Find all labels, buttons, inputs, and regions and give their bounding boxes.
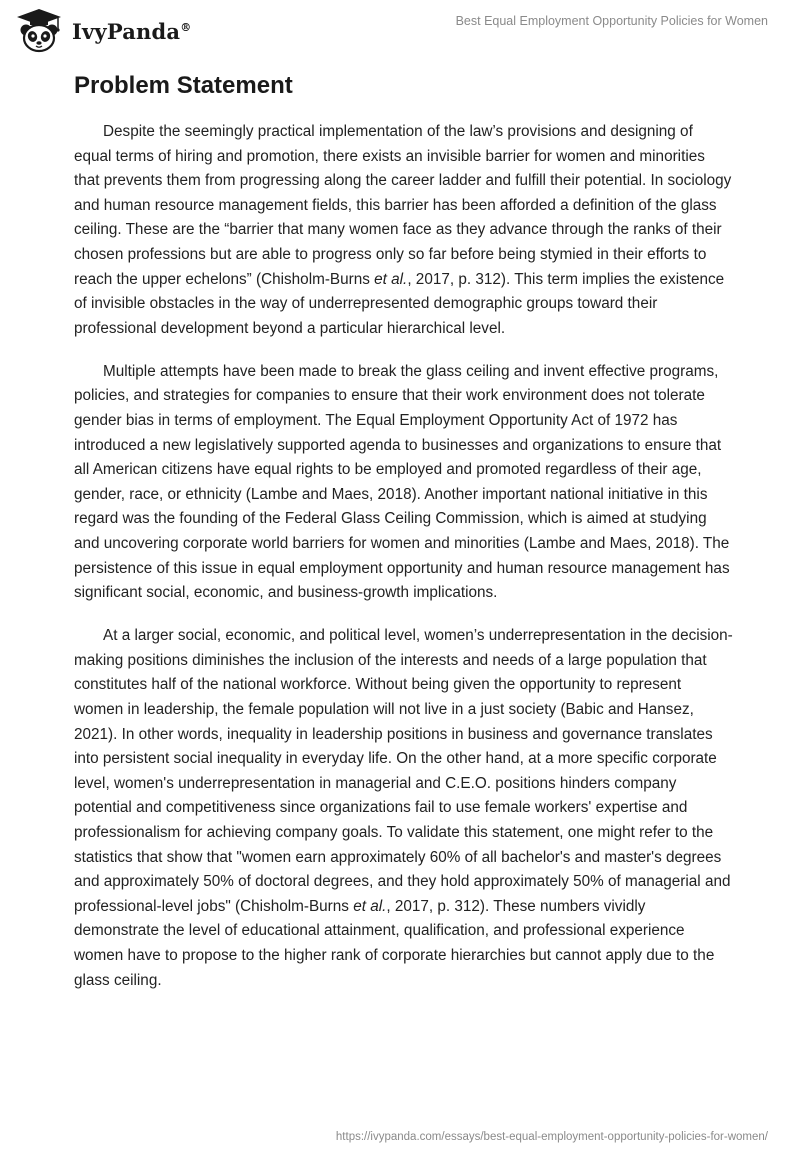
panda-graduation-cap-icon [14, 8, 64, 54]
paragraph [74, 360, 734, 606]
paragraph-text: , 2017, p. 312). These numbers vividly demonstrate the level of educational attainment, qualification, and professional experience women have to propose to the higher rank of corporate hierarchies but cannot apply due to the glass ceiling. [74, 897, 715, 989]
ivypanda-logo[interactable] [14, 8, 191, 54]
essay-content [74, 70, 734, 1012]
paragraph-text: Despite the seemingly practical implementation of the law’s provisions and designing of equal terms of hiring and promotion, there exists an invisible barrier for women and minorities that prevents them from progressing along the career ladder and fulfill their potential. In sociology and human resource management fields, this barrier has been afforded a definition of the glass ceiling. These are the “barrier that many women face as they advance through the ranks of their chosen professions but are able to progress only so far before being stymied in their efforts to reach the upper echelons” (Chisholm-Burns [74, 123, 732, 288]
paragraph [74, 120, 734, 341]
paragraph-text: Multiple attempts have been made to break the glass ceiling and invent effective programs, policies, and strategies for companies to ensure that their work environment does not tolerate gender bias in terms of employment. The Equal Employment Opportunity Act of 1972 has introduced a new legislatively supported agenda to businesses and organizations to ensure that all American citizens have equal rights to be employed and promoted regardless of their age, gender, race, or ethnicity (Lambe and Maes, 2018). Another important national initiative in this regard was the founding of the Federal Glass Ceiling Commission, which is aimed at studying and uncovering corporate world barriers for women and minorities (Lambe and Maes, 2018). The persistence of this issue in equal employment opportunity and human resource management has significant social, economic, and business-growth implications. [74, 362, 730, 602]
logo-name: IvyPanda [72, 18, 181, 44]
source-url[interactable]: https://ivypanda.com/essays/best-equal-employment-opportunity-policies-for-women/ [335, 1131, 768, 1143]
page-header [0, 0, 800, 62]
document-title: Best Equal Employment Opportunity Policies for Women [455, 14, 768, 28]
section-heading: Problem Statement [74, 72, 293, 99]
italic-text: et al. [353, 897, 387, 915]
italic-text: et al. [374, 270, 408, 288]
paragraph-text: At a larger social, economic, and political level, women’s underrepresentation in the decision-making positions diminishes the inclusion of the interests and needs of a large population that constitutes half of the national workforce. Without being given the opportunity to represent women in leadership, the female population will not live in a just society (Babic and Hansez, 2021). In other words, inequality in leadership positions in business and governance translates into persistent social inequality in everyday life. On the other hand, at a more specific corporate level, women's underrepresentation in managerial and C.E.O. positions hinders company potential and competitiveness since organizations fail to use female workers' expertise and professionalism for achieving company goals. To validate this statement, one might refer to the statistics that show that "women earn approximately 60% of all bachelor's and master's degrees and approximately 50% of doctoral degrees, and they hold approximately 50% of managerial and professional-level jobs" (Chisholm-Burns [74, 627, 733, 915]
paragraph [74, 624, 734, 993]
logo-wordmark [72, 19, 191, 44]
paragraph-text: , 2017, p. 312). This term implies the existence of invisible obstacles in the way of underrepresented demographic groups toward their professional development beyond a particular hierarchical level. [74, 270, 725, 337]
registered-mark: ® [180, 20, 192, 34]
